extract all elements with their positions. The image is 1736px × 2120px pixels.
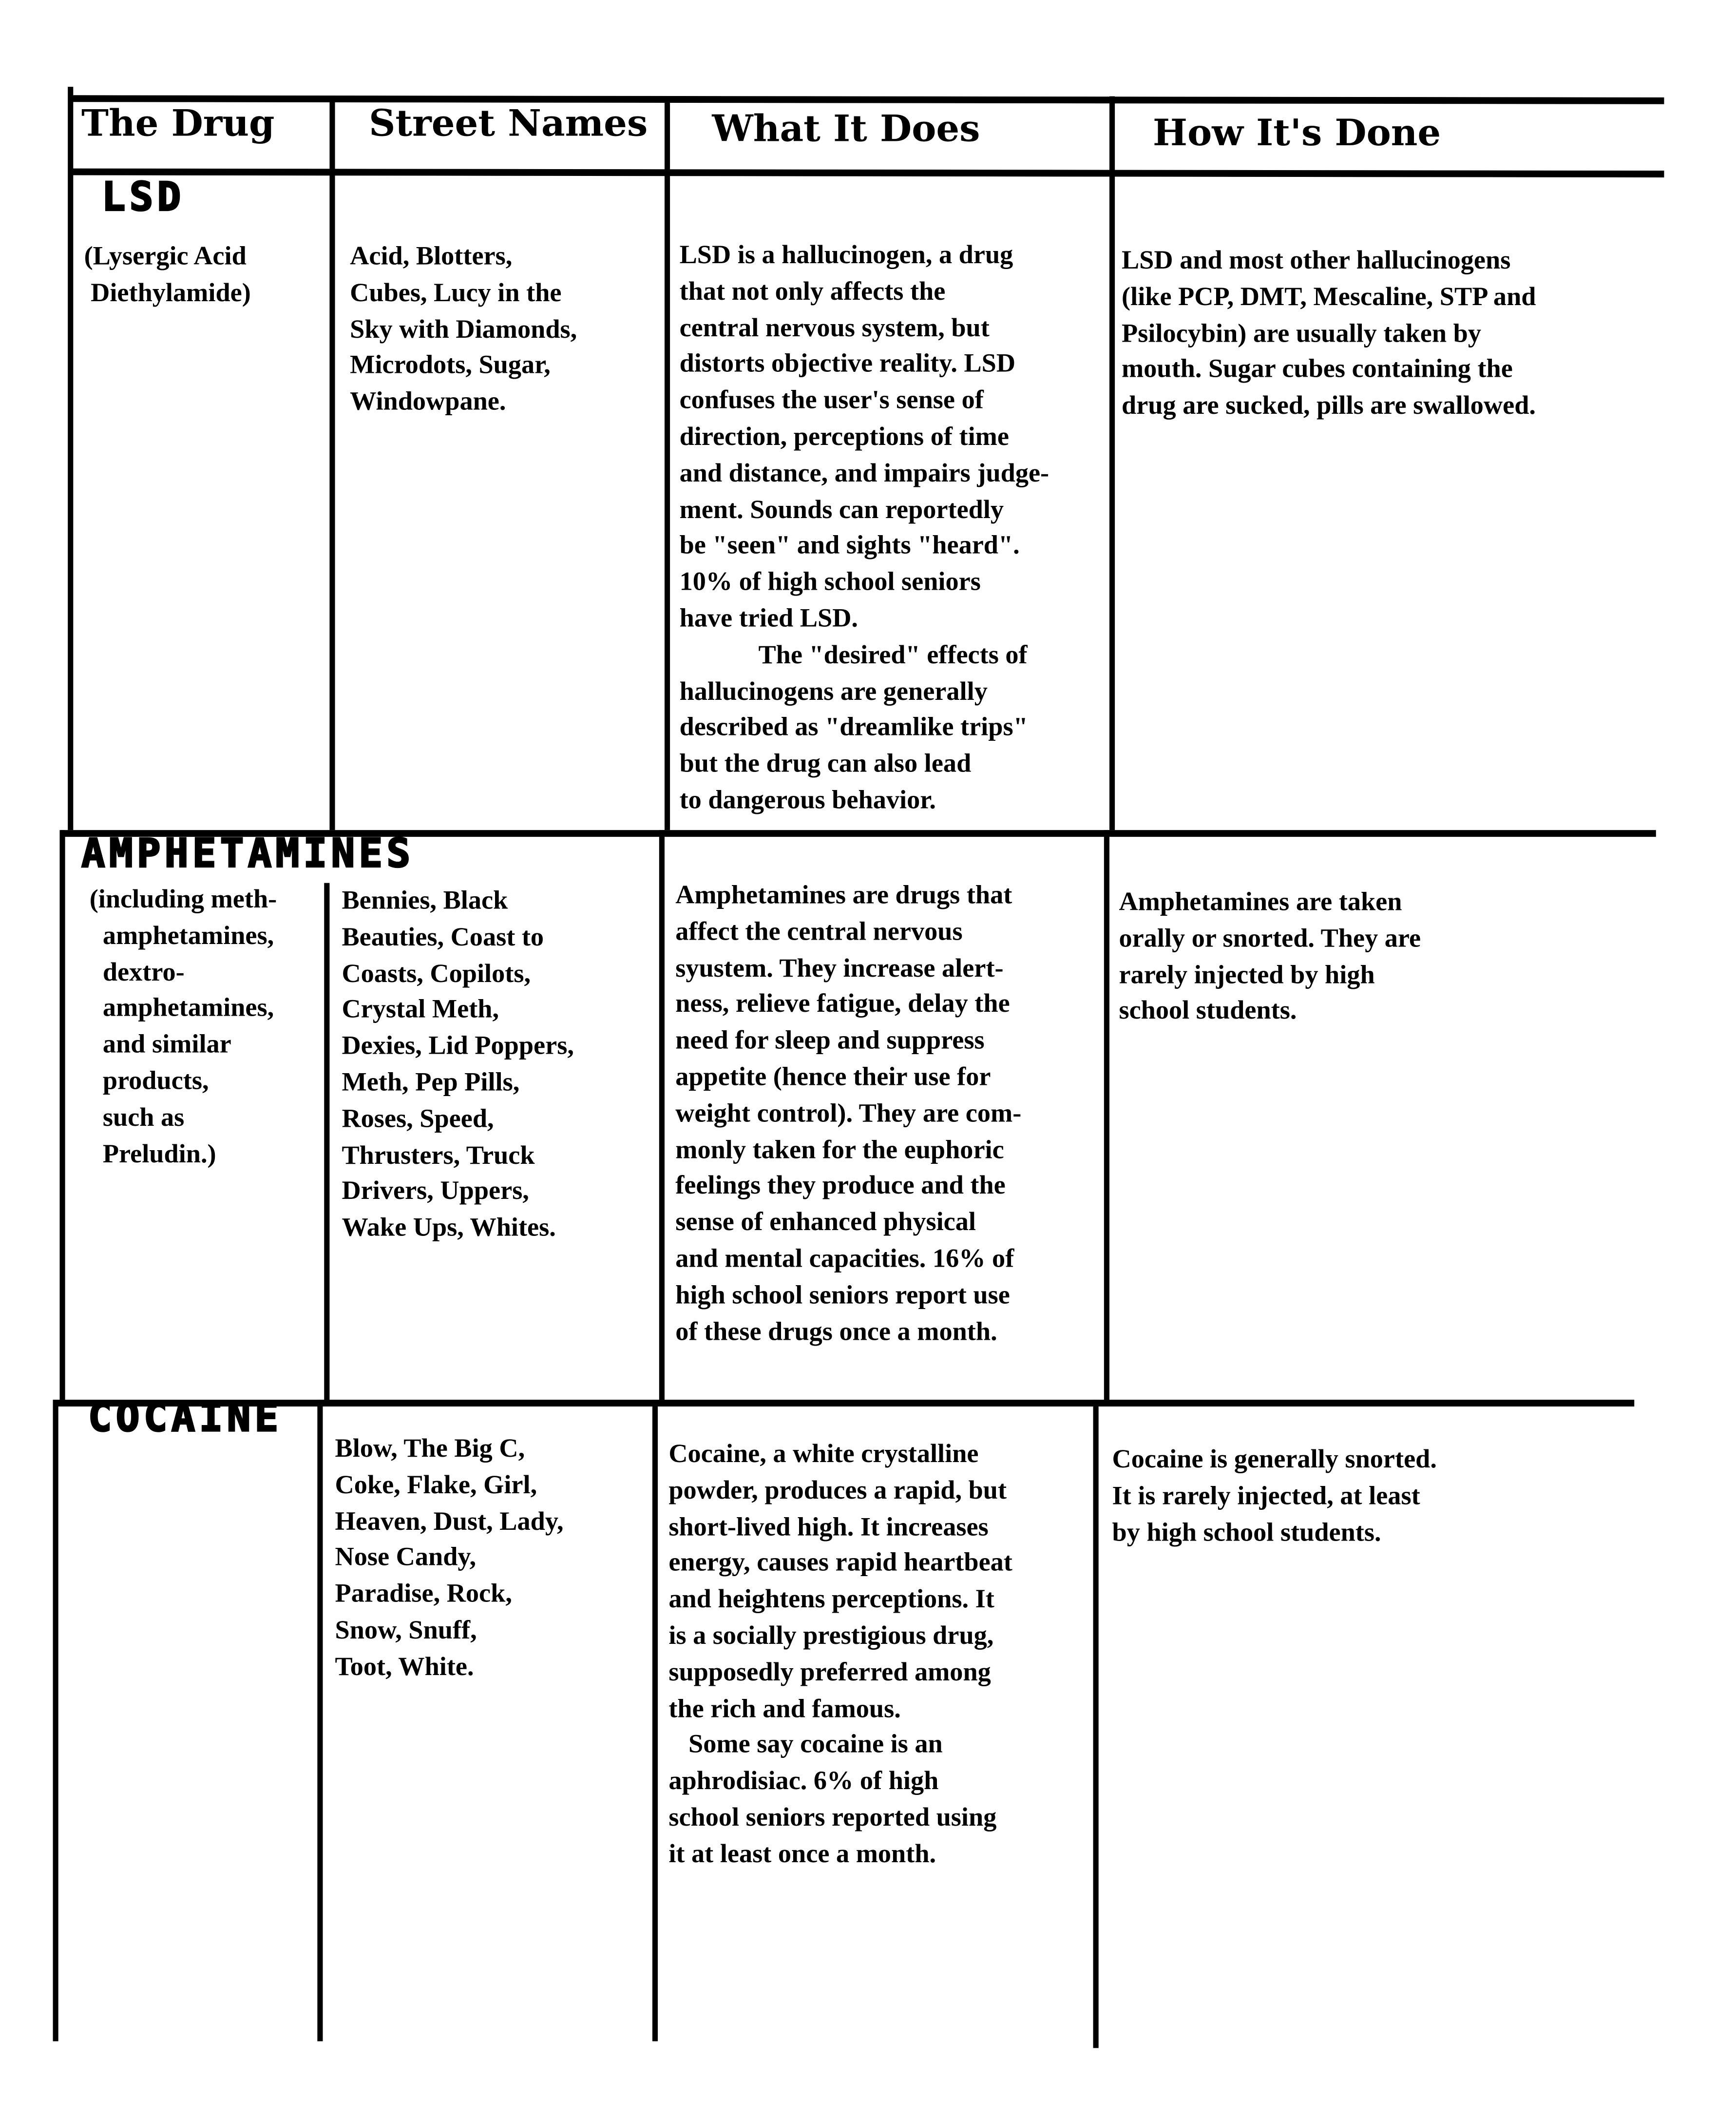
text-line: rarely injected by high <box>1119 961 1375 990</box>
text-line: It is rarely injected, at least <box>1112 1482 1420 1511</box>
text-line: direction, perceptions of time <box>679 423 1009 452</box>
text-line: aphrodisiac. 6% of high <box>668 1767 939 1796</box>
text-line: amphetamines, <box>89 922 274 951</box>
header-how-its-done: How It's Done <box>1153 112 1441 155</box>
text-line: The "desired" effects of <box>679 641 1028 670</box>
column-border-2 <box>665 96 670 830</box>
text-line: confuses the user's sense of <box>679 386 984 416</box>
lsd-subtitle <box>84 240 251 313</box>
text-line: short-lived high. It increases <box>668 1513 989 1542</box>
text-line: central nervous system, but <box>679 314 990 343</box>
text-line: ment. Sounds can reportedly <box>679 496 1004 524</box>
text-line: and similar <box>89 1031 231 1060</box>
text-line: have tried LSD. <box>679 605 858 634</box>
header-street-names: Street Names <box>369 103 648 145</box>
amphetamines-street-names <box>342 885 573 1248</box>
text-line: energy, causes rapid heartbeat <box>668 1549 1012 1578</box>
header-what-it-does: What It Does <box>712 108 980 151</box>
text-line: Toot, White. <box>335 1653 474 1682</box>
drug-title-cocaine: COCAINE <box>88 1394 283 1441</box>
text-line: Windowpane. <box>350 388 506 417</box>
text-line: 10% of high school seniors <box>679 568 981 597</box>
text-line: Some say cocaine is an <box>668 1731 943 1760</box>
header-bottom-border <box>71 169 1664 177</box>
text-line: hallucinogens are generally <box>679 677 988 706</box>
text-line: Wake Ups, Whites. <box>342 1214 556 1243</box>
text-line: that not only affects the <box>679 277 946 307</box>
text-line: Amphetamines are drugs that <box>675 881 1012 910</box>
column-border-2c <box>652 1400 658 2041</box>
text-line: but the drug can also lead <box>679 750 972 779</box>
cocaine-how-its-done <box>1112 1443 1437 1552</box>
drug-title-amphetamines: AMPHETAMINES <box>81 830 415 876</box>
text-line: (including meth- <box>89 886 277 914</box>
text-line: dextro- <box>89 958 185 987</box>
text-line: orally or snorted. They are <box>1119 925 1421 953</box>
text-line: Nose Candy, <box>335 1544 477 1573</box>
amphetamines-how-its-done <box>1119 886 1421 1031</box>
text-line: Paradise, Rock, <box>335 1580 512 1609</box>
text-line: the rich and famous. <box>668 1695 901 1724</box>
text-line: Thrusters, Truck <box>342 1141 535 1170</box>
text-line: weight control). They are com- <box>675 1099 1022 1128</box>
text-line: Crystal Meth, <box>342 996 499 1025</box>
text-line: Blow, The Big C, <box>335 1435 525 1464</box>
text-line: Beauties, Coast to <box>342 923 544 952</box>
text-line: mouth. Sugar cubes containing the <box>1122 356 1513 385</box>
text-line: appetite (hence their use for <box>675 1063 991 1092</box>
column-border-left-2 <box>59 830 65 1400</box>
text-line: drug are sucked, pills are swallowed. <box>1122 392 1536 421</box>
text-line: Psilocybin) are usually taken by <box>1122 319 1481 348</box>
text-line: sense of enhanced physical <box>675 1209 976 1237</box>
text-line: school seniors reported using <box>668 1804 997 1832</box>
amphetamines-subtitle <box>90 883 277 1174</box>
text-line: school students. <box>1119 997 1297 1026</box>
text-line: Meth, Pep Pills, <box>342 1068 520 1098</box>
text-line: Cubes, Lucy in the <box>350 279 562 308</box>
drug-title-lsd: LSD <box>101 173 185 220</box>
text-line: such as <box>89 1103 185 1133</box>
column-border-1b <box>324 883 329 1400</box>
text-line: Diethylamide) <box>84 279 251 308</box>
text-line: and heightens perceptions. It <box>668 1585 994 1615</box>
text-line: Bennies, Black <box>342 887 508 916</box>
text-line: Cocaine is generally snorted. <box>1112 1445 1437 1475</box>
amphetamines-what-it-does <box>675 879 1021 1351</box>
column-border-1 <box>329 96 335 830</box>
text-line: Snow, Snuff, <box>335 1617 477 1645</box>
text-line: powder, produces a rapid, but <box>668 1477 1007 1505</box>
column-border-left-3 <box>53 1400 58 2041</box>
text-line: Amphetamines are taken <box>1119 888 1402 917</box>
text-line: (like PCP, DMT, Mescaline, STP and <box>1122 283 1536 312</box>
column-border-3c <box>1093 1400 1099 2048</box>
column-border-2b <box>659 830 665 1400</box>
column-border-1c <box>317 1400 323 2041</box>
column-border-3b <box>1104 830 1109 1400</box>
column-border-left <box>68 87 73 830</box>
column-border-3 <box>1109 96 1115 830</box>
text-line: amphetamines, <box>89 995 274 1023</box>
lsd-how-its-done <box>1122 244 1536 426</box>
text-line: described as "dreamlike trips" <box>679 713 1028 743</box>
text-line: Coke, Flake, Girl, <box>335 1471 537 1500</box>
text-line: Cocaine, a white crystalline <box>668 1440 979 1469</box>
text-line: of these drugs once a month. <box>675 1317 997 1347</box>
text-line: to dangerous behavior. <box>679 787 936 815</box>
text-line: distorts objective reality. LSD <box>679 350 1016 379</box>
text-line: LSD is a hallucinogen, a drug <box>679 241 1013 270</box>
text-line: Sky with Diamonds, <box>350 315 577 344</box>
lsd-street-names <box>350 240 577 422</box>
text-line: and distance, and impairs judge- <box>679 459 1049 488</box>
text-line: by high school students. <box>1112 1518 1381 1547</box>
row-divider-2 <box>57 1400 1634 1407</box>
text-line: (Lysergic Acid <box>84 243 247 271</box>
text-line: Coasts, Copilots, <box>342 960 531 988</box>
text-line: need for sleep and suppress <box>675 1027 985 1056</box>
text-line: products, <box>89 1067 209 1096</box>
cocaine-what-it-does <box>668 1438 1012 1874</box>
header-the-drug: The Drug <box>81 103 275 145</box>
text-line: ness, relieve fatigue, delay the <box>675 990 1010 1020</box>
text-line: feelings they produce and the <box>675 1172 1006 1201</box>
text-line: Acid, Blotters, <box>350 243 513 271</box>
text-line: monly taken for the euphoric <box>675 1136 1004 1165</box>
text-line: Preludin.) <box>89 1140 216 1169</box>
cocaine-street-names <box>335 1432 564 1687</box>
text-line: Drivers, Uppers, <box>342 1177 529 1207</box>
text-line: LSD and most other hallucinogens <box>1122 247 1511 275</box>
text-line: affect the central nervous <box>675 918 963 946</box>
text-line: Heaven, Dust, Lady, <box>335 1507 564 1537</box>
text-line: Dexies, Lid Poppers, <box>342 1032 574 1061</box>
text-line: syustem. They increase alert- <box>675 954 1004 983</box>
text-line: supposedly preferred among <box>668 1658 991 1687</box>
text-line: Microdots, Sugar, <box>350 351 551 381</box>
text-line: be "seen" and sights "heard". <box>679 532 1020 561</box>
text-line: is a socially prestigious drug, <box>668 1622 994 1651</box>
text-line: high school seniors report use <box>675 1281 1010 1310</box>
lsd-what-it-does <box>680 239 1049 820</box>
text-line: and mental capacities. 16% of <box>675 1245 1014 1274</box>
text-line: it at least once a month. <box>668 1840 936 1869</box>
table-top-border <box>71 95 1664 104</box>
text-line: Roses, Speed, <box>342 1105 494 1134</box>
